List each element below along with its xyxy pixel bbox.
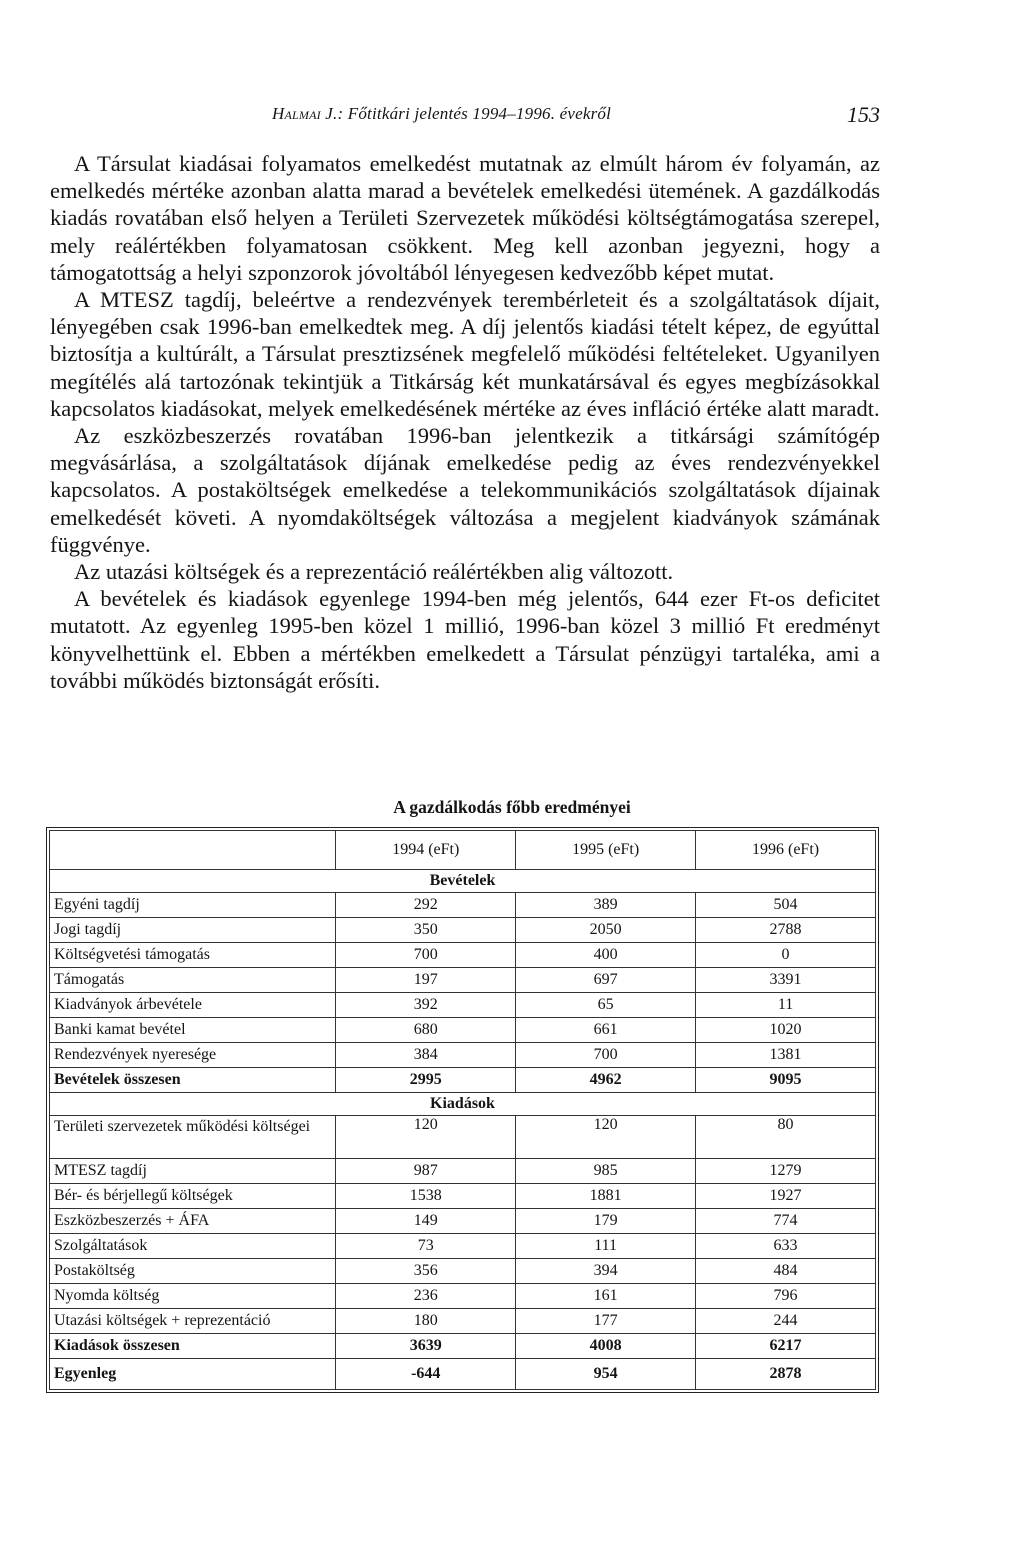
cell-1994: 700 [336,943,516,968]
row-label: Banki kamat bevétel [50,1018,336,1043]
cell-1994: 384 [336,1043,516,1068]
row-label: Jogi tagdíj [50,918,336,943]
cell-1994: -644 [336,1359,516,1390]
row-label: Postaköltség [50,1259,336,1284]
cell-1994: 3639 [336,1334,516,1359]
cell-1996: 774 [696,1209,876,1234]
row-label: Utazási költségek + reprezentáció [50,1309,336,1334]
paragraph: Az eszközbeszerzés rovatában 1996-ban jelentkezik a titkársági számítógép megvásárlása, a szolgáltatások díjának emelkedése pedig az éves rendezvényekkel kapcsolatos. A postaköltségek emelkedése a telekommunikációs szolgáltatások díjainak emelkedését követi. A nyomdaköltségek változása a megjelent kiadványok számának függvénye. [50,423,880,557]
body-text [50,150,880,694]
cell-1994: 197 [336,968,516,993]
expense-rows [50,1116,876,1334]
section-row-expense [50,1093,876,1116]
column-header: 1994 (eFt) [336,831,516,870]
cell-1996: 1020 [696,1018,876,1043]
income-rows [50,893,876,1068]
cell-1994: 236 [336,1284,516,1309]
table-row [50,1043,876,1068]
table-row [50,943,876,968]
cell-1994: 350 [336,918,516,943]
expense-total-row [50,1334,876,1359]
cell-1995: 177 [516,1309,696,1334]
running-title [272,104,611,124]
cell-1996: 1927 [696,1184,876,1209]
cell-1994: 292 [336,893,516,918]
column-header: 1995 (eFt) [516,831,696,870]
cell-1995: 179 [516,1209,696,1234]
row-label: Támogatás [50,968,336,993]
cell-1995: 120 [516,1116,696,1159]
cell-1996: 1381 [696,1043,876,1068]
row-label: Egyéni tagdíj [50,893,336,918]
table-row [50,1259,876,1284]
table-row [50,1159,876,1184]
cell-1994: 2995 [336,1068,516,1093]
cell-1996: 11 [696,993,876,1018]
header-empty-cell [50,831,336,870]
running-header [50,104,880,134]
table-row [50,1209,876,1234]
cell-1994: 680 [336,1018,516,1043]
cell-1996: 1279 [696,1159,876,1184]
cell-1995: 697 [516,968,696,993]
column-header: 1996 (eFt) [696,831,876,870]
balance-row [50,1359,876,1390]
row-label: Kiadványok árbevétele [50,993,336,1018]
cell-1996: 244 [696,1309,876,1334]
finance-table-frame [46,827,879,1393]
table-row [50,1116,876,1159]
cell-1995: 400 [516,943,696,968]
table-row [50,1018,876,1043]
table-row [50,1284,876,1309]
cell-1994: 1538 [336,1184,516,1209]
cell-1995: 700 [516,1043,696,1068]
finance-table [49,830,876,1390]
cell-1996: 80 [696,1116,876,1159]
cell-1996: 504 [696,893,876,918]
section-label: Bevételek [50,870,876,893]
cell-1995: 661 [516,1018,696,1043]
cell-1996: 0 [696,943,876,968]
table-row [50,993,876,1018]
table-row [50,893,876,918]
cell-1995: 4962 [516,1068,696,1093]
cell-1994: 180 [336,1309,516,1334]
table-row [50,968,876,993]
cell-1995: 1881 [516,1184,696,1209]
cell-1996: 6217 [696,1334,876,1359]
table-row [50,1309,876,1334]
cell-1995: 4008 [516,1334,696,1359]
table-header-row [50,831,876,870]
cell-1994: 73 [336,1234,516,1259]
table-row [50,1184,876,1209]
income-total-row [50,1068,876,1093]
row-label: Eszközbeszerzés + ÁFA [50,1209,336,1234]
report-title: : Főtitkári jelentés 1994–1996. évekről [337,104,612,123]
paragraph: A MTESZ tagdíj, beleértve a rendezvények terembérleteit és a szolgáltatások díjait, lényegében csak 1996-ban emelkedtek meg. A díj jelentős kiadási tételt képez, de egyúttal biztosítja a kultúrált, a Társulat presztizsének megfelelő működési feltételeket. Ugyanilyen megítélés alá tartozónak tekintjük a Titkárság két munkatársával és egyes megbízásokkal kapcsolatos kiadásokat, melyek emelkedésének mértéke az éves infláció értéke alatt maradt. [50,287,880,421]
cell-1995: 111 [516,1234,696,1259]
cell-1995: 394 [516,1259,696,1284]
row-label: Kiadások összesen [50,1334,336,1359]
cell-1996: 3391 [696,968,876,993]
cell-1996: 2788 [696,918,876,943]
cell-1995: 161 [516,1284,696,1309]
paragraph: Az utazási költségek és a reprezentáció reálértékben alig változott. [74,559,674,585]
row-label: Bér- és bérjellegű költségek [50,1184,336,1209]
row-label: Bevételek összesen [50,1068,336,1093]
table-row [50,918,876,943]
cell-1994: 149 [336,1209,516,1234]
row-label: Egyenleg [50,1359,336,1390]
cell-1994: 987 [336,1159,516,1184]
paragraph: A Társulat kiadásai folyamatos emelkedést mutatnak az elmúlt három év folyamán, az emelkedés mértéke azonban alatta marad a bevételek emelkedési ütemének. A gazdálkodás kiadás rovatában első helyen a Területi Szervezetek működési költségtámogatása szerepel, mely reálértékben folyamatosan csökkent. Meg kell azonban jegyezni, hogy a támogatottság a helyi szponzorok jóvoltából lényegesen kedvezőbb képet mutat. [50,151,880,285]
cell-1994: 356 [336,1259,516,1284]
cell-1995: 389 [516,893,696,918]
section-label: Kiadások [50,1093,876,1116]
cell-1996: 9095 [696,1068,876,1093]
row-label: Költségvetési támogatás [50,943,336,968]
cell-1995: 985 [516,1159,696,1184]
cell-1996: 796 [696,1284,876,1309]
row-label: Területi szervezetek működési költségei [50,1116,336,1159]
cell-1995: 65 [516,993,696,1018]
row-label: MTESZ tagdíj [50,1159,336,1184]
row-label: Nyomda költség [50,1284,336,1309]
table-title: A gazdálkodás főbb eredményei [393,797,631,817]
cell-1996: 633 [696,1234,876,1259]
cell-1995: 954 [516,1359,696,1390]
page-number: 153 [847,102,880,127]
cell-1994: 120 [336,1116,516,1159]
row-label: Rendezvények nyeresége [50,1043,336,1068]
paragraph: A bevételek és kiadások egyenlege 1994-ben még jelentős, 644 ezer Ft-os deficitet mutatott. Az egyenleg 1995-ben közel 1 millió, 1996-ban közel 3 millió Ft eredményt könyvelhettünk el. Ebben a mértékben emelkedett a Társulat pénzügyi tartaléka, ami a további működés biztonságát erősíti. [50,586,880,693]
cell-1996: 484 [696,1259,876,1284]
section-row-income [50,870,876,893]
table-row [50,1234,876,1259]
cell-1996: 2878 [696,1359,876,1390]
cell-1994: 392 [336,993,516,1018]
cell-1995: 2050 [516,918,696,943]
author-name: Halmai J. [272,104,338,123]
row-label: Szolgáltatások [50,1234,336,1259]
